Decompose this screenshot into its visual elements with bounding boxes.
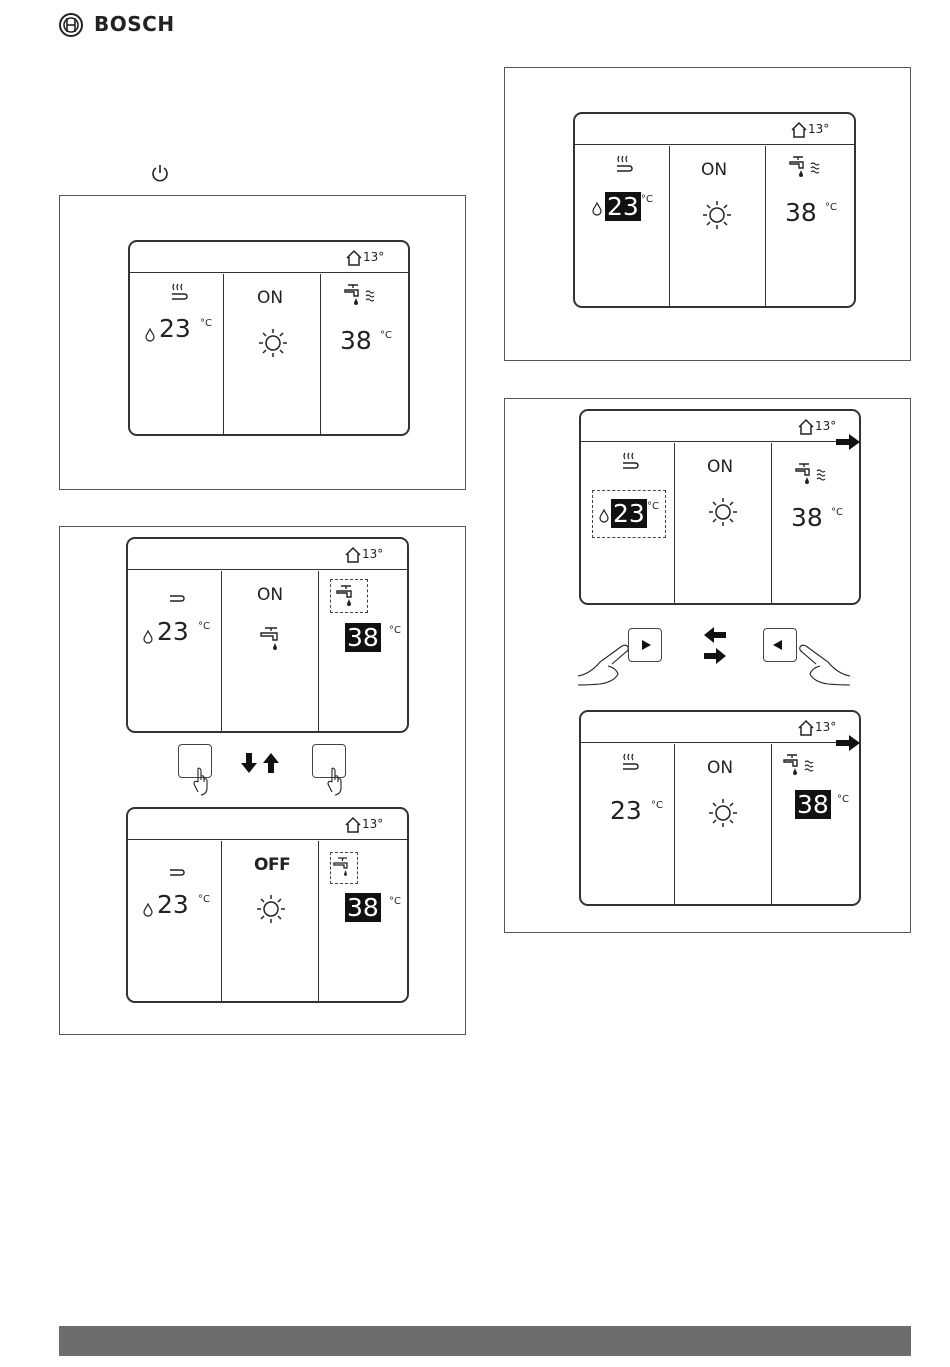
dhw-temp-unit: °C: [389, 625, 401, 636]
dhw-temp: 38: [340, 326, 372, 355]
dhw-temp-highlighted: 38: [347, 893, 379, 922]
sun-icon: [702, 200, 732, 230]
drop-icon: [143, 903, 153, 917]
hand-pointer-icon: [576, 626, 636, 686]
dhw-temp-unit: °C: [831, 507, 843, 518]
floor-heating-icon: [168, 282, 190, 302]
tap-icon: [335, 583, 361, 609]
dhw-temp: 38: [785, 198, 817, 227]
dhw-temp-highlighted: 38: [347, 623, 379, 652]
arrow-left-icon: [703, 626, 727, 644]
floor-heating-icon: [619, 752, 641, 772]
hand-pointer-icon: [792, 626, 852, 686]
tap-icon: [795, 461, 835, 487]
room-temp-unit: °C: [200, 318, 212, 329]
room-temp: 23: [157, 617, 189, 646]
room-temp-unit: °C: [651, 800, 663, 811]
outdoor-temp: 13°: [815, 419, 837, 433]
tap-icon: [333, 855, 355, 879]
play-left-icon: [772, 639, 784, 651]
outdoor-temp: 13°: [815, 720, 837, 734]
play-right-icon: [640, 639, 652, 651]
drop-icon: [145, 328, 155, 342]
controller-screen-d2: [579, 710, 861, 906]
mode-label: ON: [707, 457, 734, 477]
tap-icon: [344, 282, 384, 308]
controller-screen-b: [573, 112, 856, 308]
mode-label: ON: [701, 160, 728, 180]
brand-name: BOSCH: [94, 12, 175, 36]
mode-label-off: OFF: [254, 855, 291, 875]
room-temp-unit: °C: [641, 194, 653, 205]
home-icon: [797, 418, 815, 436]
dhw-temp: 38: [791, 503, 823, 532]
sun-icon: [708, 798, 738, 828]
sun-icon: [708, 497, 738, 527]
room-temp-unit: °C: [198, 894, 210, 905]
home-icon: [344, 546, 362, 564]
room-temp-highlighted: 23: [613, 499, 645, 528]
mode-label: ON: [257, 585, 284, 605]
outdoor-temp: 13°: [362, 547, 384, 561]
room-temp-unit: °C: [198, 621, 210, 632]
home-icon: [797, 719, 815, 737]
arrow-right-icon: [835, 433, 861, 451]
room-temp: 23: [159, 314, 191, 343]
home-icon: [790, 121, 808, 139]
bosch-armature-icon: [58, 12, 84, 38]
arrow-right-icon: [835, 734, 861, 752]
bosch-logo: [58, 12, 84, 42]
outdoor-temp: 13°: [362, 817, 384, 831]
floor-heating-icon: [613, 154, 635, 174]
room-temp-highlighted: 23: [607, 192, 639, 221]
controller-screen-d1: [579, 409, 861, 605]
home-icon: [344, 816, 362, 834]
drop-icon: [143, 630, 153, 644]
footer-bar: [59, 1326, 911, 1356]
floor-heating-icon: [168, 593, 188, 605]
floor-heating-icon: [168, 867, 188, 879]
dhw-temp-unit: °C: [825, 202, 837, 213]
drop-icon: [592, 202, 602, 216]
dhw-temp-highlighted: 38: [797, 790, 829, 819]
outdoor-temp: 13°: [363, 250, 385, 264]
dhw-temp-unit: °C: [389, 896, 401, 907]
dhw-temp-unit: °C: [380, 330, 392, 341]
sun-icon: [256, 894, 286, 924]
floor-heating-icon: [619, 451, 641, 471]
room-temp-unit: °C: [647, 501, 659, 512]
hand-pointer-icon: [324, 766, 350, 796]
controller-screen-c1: [126, 537, 409, 733]
tap-icon: [789, 154, 829, 180]
outdoor-temp: 13°: [808, 122, 830, 136]
power-icon: [151, 164, 169, 184]
arrow-down-icon: [240, 752, 258, 774]
dhw-temp-unit: °C: [837, 794, 849, 805]
hand-pointer-icon: [190, 766, 216, 796]
mode-label: ON: [257, 288, 284, 308]
mode-label: ON: [707, 758, 734, 778]
sun-icon: [258, 328, 288, 358]
tap-icon: [783, 752, 823, 778]
room-temp: 23: [157, 890, 189, 919]
controller-screen-a: [128, 240, 410, 436]
arrow-up-icon: [262, 752, 280, 774]
drop-icon: [599, 509, 609, 523]
room-temp: 23: [610, 796, 642, 825]
arrow-right-icon: [703, 647, 727, 665]
tap-icon: [259, 625, 287, 653]
home-icon: [345, 249, 363, 267]
controller-screen-c2: [126, 807, 409, 1003]
